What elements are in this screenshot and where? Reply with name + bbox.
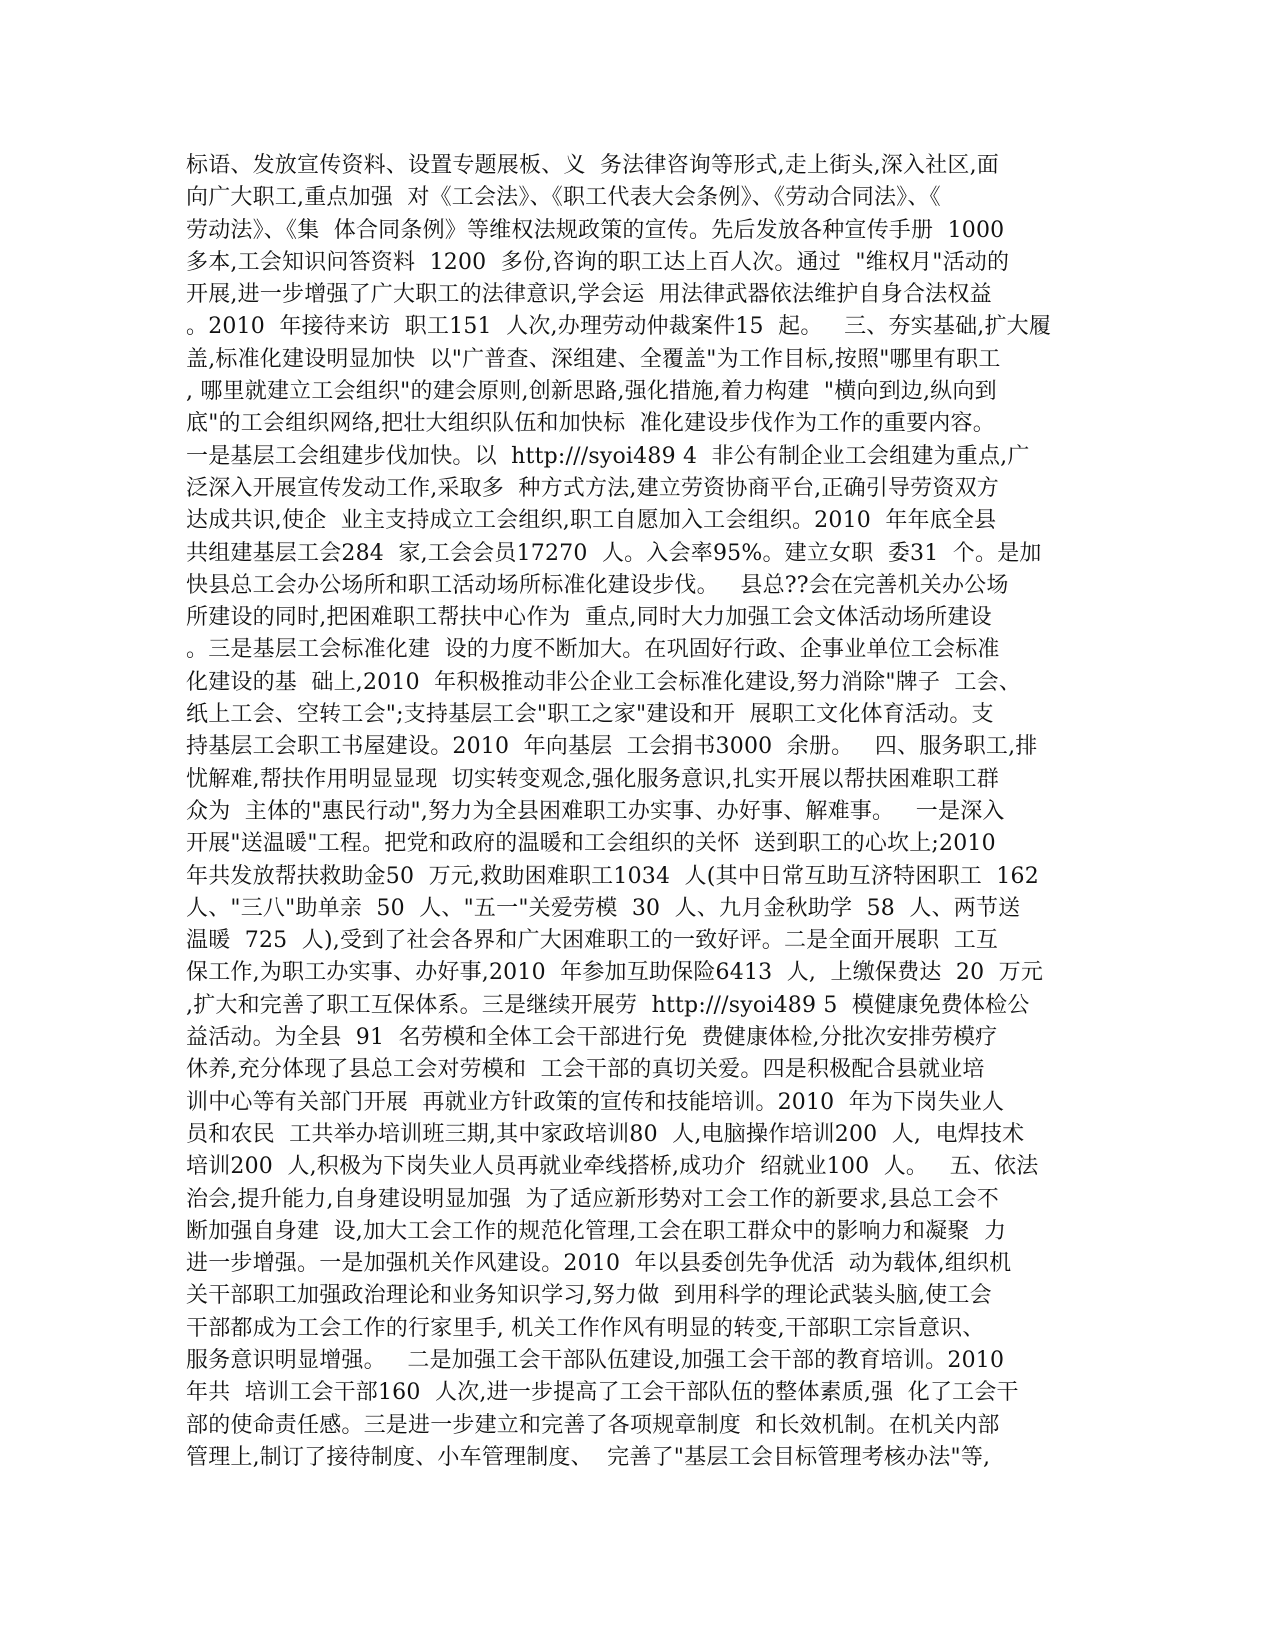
text-line-22: 开展"送温暖"工程。把党和政府的温暖和工会组织的关怀 送到职工的心坎上;2010 (186, 831, 996, 857)
text-line-20: 忧解难,帮扶作用明显显现 切实转变观念,强化服务意识,扎实开展以帮扶困难职工群 (186, 766, 999, 792)
text-line-18: 纸上工会、空转工会";支持基层工会"职工之家"建设和开 展职工文化体育活动。支 (186, 702, 994, 728)
text-line-39: 年共 培训工会干部160 人次,进一步提高了工会干部队伍的整体素质,强 化了工会干 (186, 1380, 1019, 1406)
text-line-41: 管理上,制订了接待制度、小车管理制度、 完善了"基层工会目标管理考核办法"等, (186, 1444, 991, 1470)
text-line-26: 保工作,为职工办实事、办好事,2010 年参加互助保险6413 人, 上缴保费达 20 万元 (186, 960, 1044, 986)
text-line-25: 温暖 725 人),受到了社会各界和广大困难职工的一致好评。二是全面开展职 工互 (186, 928, 999, 954)
text-line-40: 部的使命责任感。三是进一步建立和完善了各项规章制度 和长效机制。在机关内部 (186, 1412, 1000, 1438)
text-line-5: 开展,进一步增强了广大职工的法律意识,学会运 用法律武器依法维护自身合法权益 (186, 282, 992, 308)
text-line-19: 持基层工会职工书屋建设。2010 年向基层 工会捐书3000 余册。 四、服务职工,排 (186, 734, 1038, 760)
text-line-12: 达成共识,使企 业主支持成立工会组织,职工自愿加入工会组织。2010 年年底全县 (186, 508, 997, 534)
text-line-33: 治会,提升能力,自身建设明显加强 为了适应新形势对工会工作的新要求,县总工会不 (186, 1186, 999, 1212)
text-line-31: 员和农民 工共举办培训班三期,其中家政培训80 人,电脑操作培训200 人, 电焊技术 (186, 1121, 1025, 1147)
text-line-13: 共组建基层工会284 家,工会会员17270 人。入会率95%。建立女职 委31 个。是加 (186, 540, 1042, 566)
text-line-34: 断加强自身建 设,加大工会工作的规范化管理,工会在职工群众中的影响力和凝聚 力 (186, 1218, 1007, 1244)
text-line-28: 益活动。为全县 91 名劳模和全体工会干部进行免 费健康体检,分批次安排劳模疗 (186, 1025, 998, 1051)
text-line-21: 众为 主体的"惠民行动",努力为全县困难职工办实事、办好事、解难事。 一是深入 (186, 798, 1005, 824)
text-line-36: 关干部职工加强政治理论和业务知识学习,努力做 到用科学的理论武装头脑,使工会 (186, 1283, 992, 1309)
text-line-23: 年共发放帮扶救助金50 万元,救助困难职工1034 人(其中日常互助互济特困职工 162 (186, 863, 1039, 889)
text-line-24: 人、"三八"助单亲 50 人、"五一"关爱劳模 30 人、九月金秋助学 58 人、两节送 (186, 895, 1021, 921)
text-line-27: ,扩大和完善了职工互保体系。三是继续开展劳 http:///syoi489 5 模健康免费体检公 (186, 992, 1030, 1018)
text-line-8: , 哪里就建立工会组织"的建会原则,创新思路,强化措施,着力构建 "横向到边,纵向到 (186, 379, 997, 405)
text-line-32: 培训200 人,积极为下岗失业人员再就业牵线搭桥,成功介 绍就业100 人。 五、依法 (186, 1154, 1039, 1180)
document-body (186, 150, 1086, 1474)
text-line-7: 盖,标准化建设明显加快 以"广普查、深组建、全覆盖"为工作目标,按照"哪里有职工 (186, 346, 1001, 372)
text-line-10: 一是基层工会组建步伐加快。以 http:///syoi489 4 非公有制企业工会组建为重点,广 (186, 443, 1030, 469)
text-line-37: 干部都成为工会工作的行家里手, 机关工作作风有明显的转变,干部职工宗旨意识、 (186, 1315, 985, 1341)
text-line-1: 标语、发放宣传资料、设置专题展板、义 务法律咨询等形式,走上街头,深入社区,面 (186, 153, 999, 178)
text-line-3: 劳动法》、《集 体合同条例》等维权法规政策的宣传。先后发放各种宣传手册 1000 (186, 217, 1005, 243)
text-line-2: 向广大职工,重点加强 对《工会法》、《职工代表大会条例》、《劳动合同法》、《 (186, 185, 941, 211)
text-line-15: 所建设的同时,把困难职工帮扶中心作为 重点,同时大力加强工会文体活动场所建设 (186, 605, 992, 631)
text-line-38: 服务意识明显增强。 二是加强工会干部队伍建设,加强工会干部的教育培训。2010 (186, 1347, 1005, 1373)
text-line-30: 训中心等有关部门开展 再就业方针政策的宣传和技能培训。2010 年为下岗失业人 (186, 1089, 1005, 1115)
text-line-14: 快县总工会办公场所和职工活动场所标准化建设步伐。 县总??会在完善机关办公场 (186, 572, 1009, 598)
text-line-6: 。2010 年接待来访 职工151 人次,办理劳动仲裁案件15 起。 三、夯实基础,扩大履 (186, 314, 1052, 340)
text-line-16: 。三是基层工会标准化建 设的力度不断加大。在巩固好行政、企事业单位工会标准 (186, 637, 1000, 663)
text-line-4: 多本,工会知识问答资料 1200 多份,咨询的职工达上百人次。通过 "维权月"活动的 (186, 249, 1010, 275)
text-line-17: 化建设的基 础上,2010 年积极推动非公企业工会标准化建设,努力消除"牌子 工会、 (186, 669, 1022, 695)
text-line-11: 泛深入开展宣传发动工作,采取多 种方式方法,建立劳资协商平台,正确引导劳资双方 (186, 475, 999, 501)
text-line-29: 休养,充分体现了县总工会对劳模和 工会干部的真切关爱。四是积极配合县就业培 (186, 1057, 985, 1083)
text-line-9: 底"的工会组织网络,把壮大组织队伍和加快标 准化建设步伐作为工作的重要内容。 (186, 411, 995, 437)
text-line-35: 进一步增强。一是加强机关作风建设。2010 年以县委创先争优活 动为载体,组织机 (186, 1251, 1012, 1277)
